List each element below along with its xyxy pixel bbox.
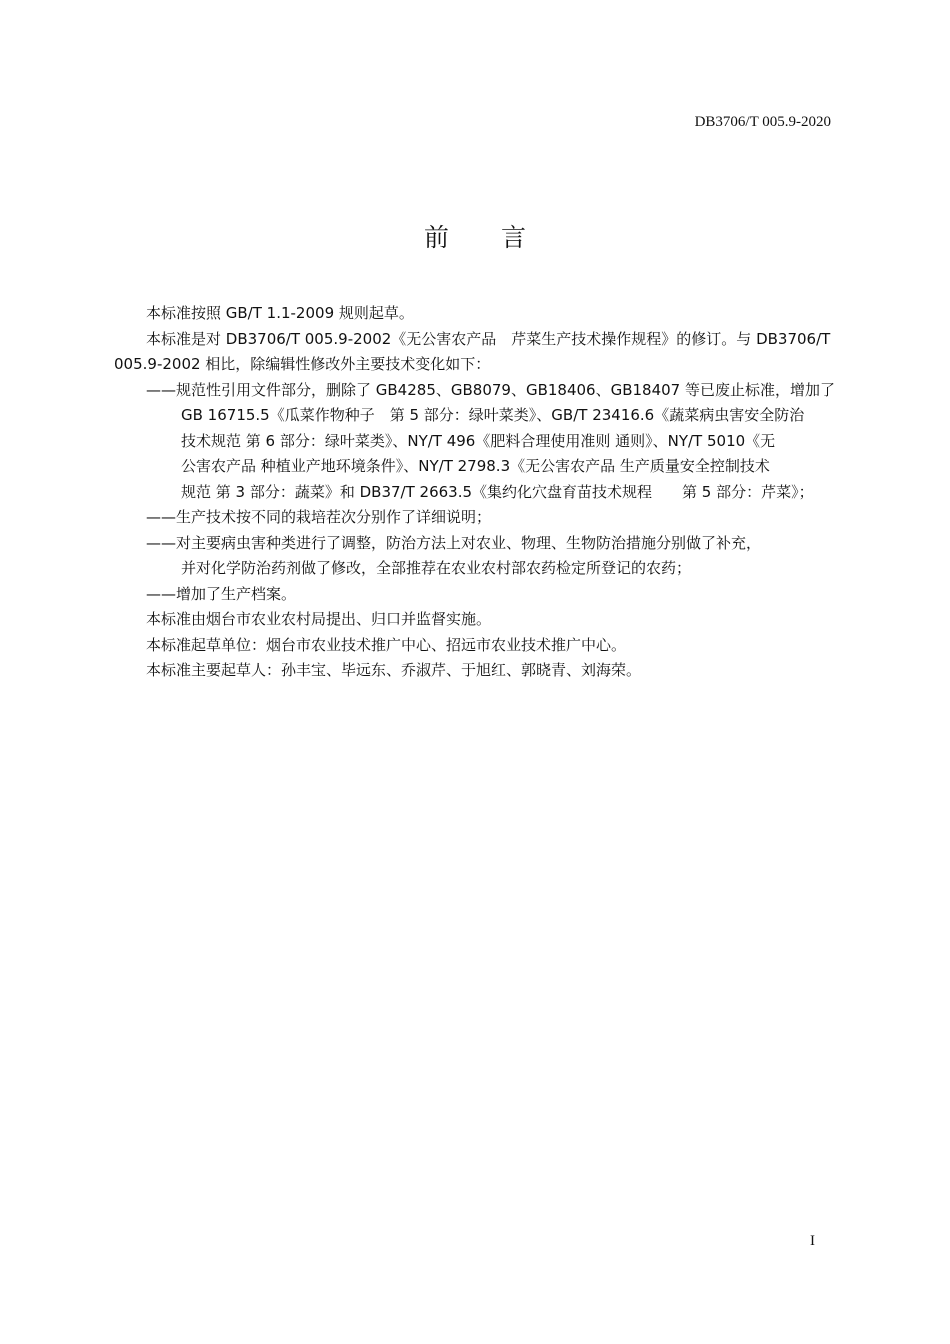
change-item-references-line-1: ——规范性引用文件部分，删除了 GB4285、GB8079、GB18406、GB18407 等已废止标准，增加了 bbox=[146, 380, 835, 399]
change-item-records: ——增加了生产档案。 bbox=[146, 584, 297, 603]
change-item-references-line-5: 规范 第 3 部分：蔬菜》和 DB37/T 2663.5《集约化穴盘育苗技术规程 第 5 部分：芹菜》； bbox=[181, 482, 814, 501]
page-number: I bbox=[810, 1233, 815, 1249]
document-code: DB3706/T 005.9-2020 bbox=[694, 114, 831, 130]
paragraph-proposer: 本标准由烟台市农业农村局提出、归口并监督实施。 bbox=[146, 610, 492, 628]
change-item-pests-line-1: ——对主要病虫害种类进行了调整，防治方法上对农业、物理、生物防治措施分别做了补充， bbox=[146, 533, 762, 552]
change-item-references-line-3: 技术规范 第 6 部分：绿叶菜类》、NY/T 496《肥料合理使用准则 通则》、NY/T 5010《无 bbox=[181, 431, 776, 450]
paragraph-revision-line-1: 本标准是对 DB3706/T 005.9-2002《无公害农产品 芹菜生产技术操作规程》的修订。与 DB3706/T bbox=[146, 329, 831, 348]
paragraph-drafters: 本标准主要起草人：孙丰宝、毕远东、乔淑芹、于旭红、郭晓青、刘海荣。 bbox=[146, 661, 642, 679]
paragraph-drafting-units: 本标准起草单位：烟台市农业技术推广中心、招远市农业技术推广中心。 bbox=[146, 635, 627, 654]
change-item-references-line-2: GB 16715.5《瓜菜作物种子 第 5 部分：绿叶菜类》、GB/T 23416.6《蔬菜病虫害安全防治 bbox=[181, 406, 805, 424]
paragraph-revision-line-2: 005.9-2002 相比，除编辑性修改外主要技术变化如下： bbox=[114, 355, 491, 373]
foreword-body bbox=[114, 301, 850, 684]
change-item-references-line-4: 公害农产品 种植业产地环境条件》、NY/T 2798.3《无公害农产品 生产质量安全控制技术 bbox=[181, 457, 770, 475]
paragraph-drafting-rule: 本标准按照 GB/T 1.1-2009 规则起草。 bbox=[146, 304, 414, 322]
change-item-production: ——生产技术按不同的栽培茬次分别作了详细说明； bbox=[146, 508, 492, 526]
page-title: 前言 bbox=[423, 223, 578, 252]
change-item-pests-line-2: 并对化学防治药剂做了修改，全部推荐在农业农村部农药检定所登记的农药； bbox=[181, 559, 692, 577]
